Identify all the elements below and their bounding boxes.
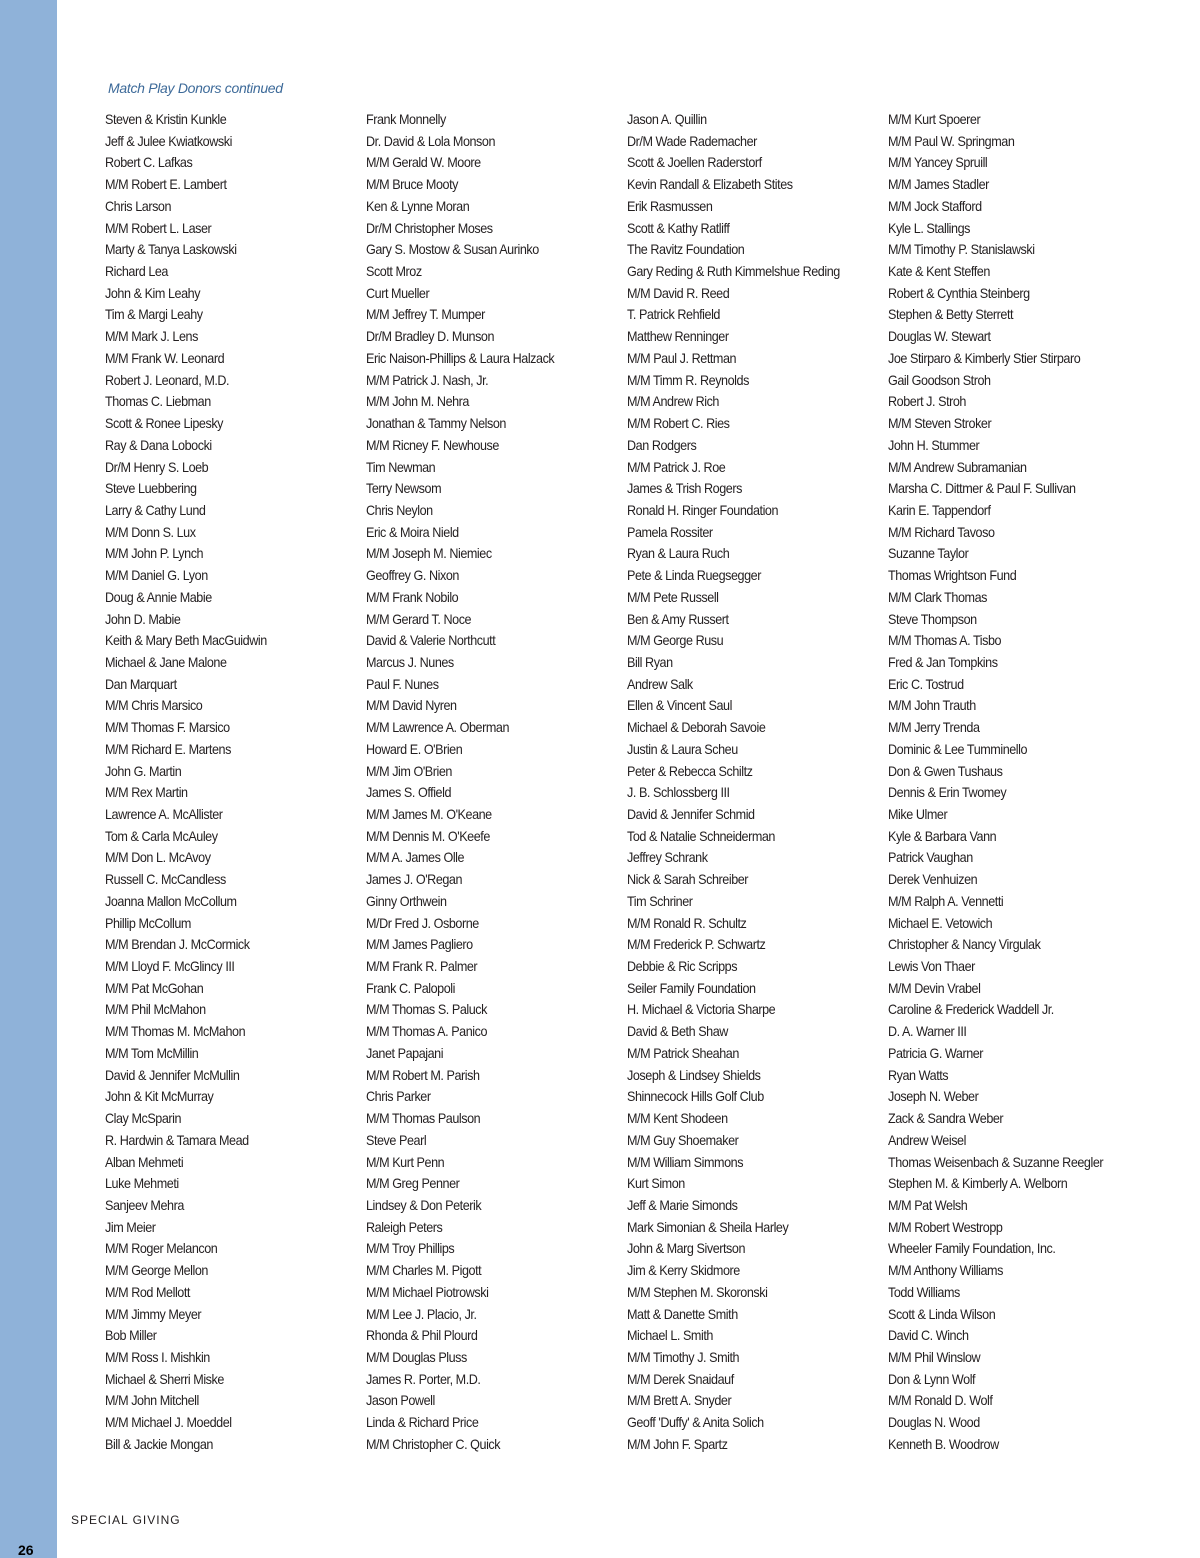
donor-name: Robert J. Leonard, M.D. [105,371,230,388]
donor-name: Zack & Sandra Weber [888,1110,1004,1127]
donor-name: Dennis & Erin Twomey [888,784,1007,801]
donor-name: Douglas W. Stewart [888,328,991,345]
donor-name: M/M Richard Tavoso [888,523,995,540]
donor-name: M/M Thomas M. McMahon [105,1023,246,1040]
donor-name: M/M Derek Snaidauf [627,1370,734,1387]
donor-name: Mark Simonian & Sheila Harley [627,1218,789,1235]
donor-name: Bob Miller [105,1327,157,1344]
donor-name: M/M Ronald R. Schultz [627,914,747,931]
donor-name: Stephen M. & Kimberly A. Welborn [888,1175,1068,1192]
donor-name: Kate & Kent Steffen [888,263,990,280]
donor-name: Janet Papajani [366,1044,444,1061]
donor-name: M/M Thomas A. Tisbo [888,632,1002,649]
donor-name: M/M Michael Piotrowski [366,1283,489,1300]
donor-name: M/M Clark Thomas [888,588,987,605]
donor-name: Don & Lynn Wolf [888,1370,976,1387]
donor-name: Russell C. McCandless [105,871,226,888]
donor-name: M/M Rex Martin [105,784,188,801]
donor-name: M/M Pat McGohan [105,979,204,996]
donor-name: M/M Timothy P. Stanislawski [888,241,1035,258]
donor-name: Paul F. Nunes [366,675,439,692]
donor-name: Scott & Kathy Ratliff [627,219,730,236]
donor-name: Jeffrey Schrank [627,849,708,866]
donor-name: Michael & Sherri Miske [105,1370,224,1387]
donor-name: Curt Mueller [366,284,430,301]
donor-name: Rhonda & Phil Plourd [366,1327,478,1344]
donor-name: M/M Jerry Trenda [888,719,980,736]
donor-name: James S. Offield [366,784,452,801]
donor-name: M/M James Stadler [888,176,989,193]
donor-name: Jason A. Quillin [627,111,707,127]
donor-name: Chris Neylon [366,501,433,518]
side-bar [0,0,57,1558]
donor-name: M/M Ricney F. Newhouse [366,436,499,453]
donor-name: Peter & Rebecca Schiltz [627,762,753,779]
donor-name: The Ravitz Foundation [627,241,745,258]
donor-name: Dr/M Christopher Moses [366,219,493,236]
donor-name: M/M Ross I. Mishkin [105,1348,210,1365]
donor-name: M/M Thomas A. Panico [366,1023,488,1040]
donor-name: Dan Marquart [105,675,177,692]
donor-name: M/M Charles M. Pigott [366,1262,482,1279]
donor-name: Jason Powell [366,1392,435,1409]
donor-name: Marcus J. Nunes [366,653,454,670]
donor-name: Joseph N. Weber [888,1088,979,1105]
donor-name: Eric C. Tostrud [888,675,964,692]
donor-name: Suzanne Taylor [888,545,969,562]
donor-name: M/M Douglas Pluss [366,1348,467,1365]
donor-name: Richard Lea [105,263,168,280]
donor-name: Dan Rodgers [627,436,697,453]
donor-name: M/M Donn S. Lux [105,523,196,540]
donor-name: M/M John M. Nehra [366,393,469,410]
donor-name: M/M Anthony Williams [888,1262,1003,1279]
donor-name: Joanna Mallon McCollum [105,892,237,909]
donor-column-2 [366,109,624,1456]
donor-name: M/M Pete Russell [627,588,719,605]
donor-name: Jeff & Marie Simonds [627,1196,738,1213]
donor-name: M/M Lloyd F. McGlincy III [105,958,235,975]
donor-name: Steve Thompson [888,610,977,627]
donor-name: M/M Frank W. Leonard [105,349,225,366]
donor-name: M/M Thomas F. Marsico [105,719,230,736]
donor-name: Ken & Lynne Moran [366,197,470,214]
donor-name: Bill & Jackie Mongan [105,1435,213,1452]
donor-name: Dr. David & Lola Monson [366,132,496,149]
donor-name: M/M Stephen M. Skoronski [627,1283,768,1300]
donor-name: M/M Gerard T. Noce [366,610,472,627]
donor-name: Larry & Cathy Lund [105,501,206,518]
donor-name: M/M Jock Stafford [888,197,982,214]
donor-column-1 [105,109,363,1456]
donor-name: Kyle L. Stallings [888,219,970,236]
donor-name: Terry Newsom [366,480,442,497]
donor-name: J. B. Schlossberg III [627,784,730,801]
donor-name: M/M Timm R. Reynolds [627,371,749,388]
donor-name: Lawrence A. McAllister [105,806,223,822]
donor-name: Scott & Ronee Lipesky [105,415,224,432]
donor-name: M/M John P. Lynch [105,545,204,562]
donor-name: Tim Newman [366,458,436,475]
donor-name: Kevin Randall & Elizabeth Stites [627,176,793,193]
donor-name: T. Patrick Rehfield [627,306,720,323]
donor-name: Stephen & Betty Sterrett [888,306,1014,323]
donor-column-4 [888,109,1146,1456]
donor-name: Chris Parker [366,1088,431,1105]
section-heading: Match Play Donors continued [108,80,283,96]
donor-name: Pete & Linda Ruegsegger [627,567,761,584]
donor-name: M/M Andrew Subramanian [888,458,1027,475]
donor-name: M/M Patrick J. Roe [627,458,726,475]
donor-name: Scott Mroz [366,263,422,280]
donor-name: M/M James Pagliero [366,936,473,953]
donor-name: Ryan Watts [888,1066,949,1083]
donor-name: Kyle & Barbara Vann [888,827,997,844]
donor-name: M/M Paul W. Springman [888,132,1015,149]
donor-name: Derek Venhuizen [888,871,978,888]
donor-name: M/M Kurt Spoerer [888,111,981,127]
donor-name: M/M John Mitchell [105,1392,199,1409]
donor-name: Tim & Margi Leahy [105,306,203,323]
donor-name: Ginny Orthwein [366,892,447,909]
donor-name: M/M David R. Reed [627,284,730,301]
donor-name: Seiler Family Foundation [627,979,756,996]
donor-name: M/M William Simmons [627,1153,744,1170]
donor-name: M/M Yancey Spruill [888,154,988,171]
donor-name: Tom & Carla McAuley [105,827,218,844]
donor-name: Marsha C. Dittmer & Paul F. Sullivan [888,480,1076,497]
donor-name: Scott & Linda Wilson [888,1305,996,1322]
donor-name: Joseph & Lindsey Shields [627,1066,761,1083]
donor-name: Gary Reding & Ruth Kimmelshue Reding [627,263,840,280]
donor-name: David & Beth Shaw [627,1023,728,1040]
donor-name: Keith & Mary Beth MacGuidwin [105,632,267,649]
donor-name: M/Dr Fred J. Osborne [366,914,479,931]
donor-name: M/M Richard E. Martens [105,740,231,757]
donor-name: Marty & Tanya Laskowski [105,241,237,258]
donor-name: Ryan & Laura Ruch [627,545,730,562]
donor-name: M/M Rod Mellott [105,1283,190,1300]
donor-name: M/M Gerald W. Moore [366,154,481,171]
donor-name: Shinnecock Hills Golf Club [627,1088,764,1105]
donor-name: John & Kim Leahy [105,284,201,301]
donor-name: Phillip McCollum [105,914,191,931]
donor-name: M/M George Mellon [105,1262,208,1279]
donor-name: Michael & Deborah Savoie [627,719,766,736]
donor-name: M/M Thomas S. Paluck [366,1001,488,1018]
donor-name: M/M Robert E. Lambert [105,176,227,193]
donor-name: M/M Greg Penner [366,1175,460,1192]
donor-name: M/M Devin Vrabel [888,979,981,996]
donor-name: John & Marg Sivertson [627,1240,746,1257]
donor-name: M/M A. James Olle [366,849,465,866]
donor-name: Todd Williams [888,1283,960,1300]
donor-name: M/M Joseph M. Niemiec [366,545,492,562]
donor-name: Frank Monnelly [366,111,446,127]
donor-name: Sanjeev Mehra [105,1196,184,1213]
donor-name: Clay McSparin [105,1110,182,1127]
donor-name: John D. Mabie [105,610,181,627]
donor-name: M/M Brendan J. McCormick [105,936,250,953]
donor-name: David & Jennifer McMullin [105,1066,240,1083]
donor-name: Jim Meier [105,1218,156,1235]
donor-name: Eric Naison-Phillips & Laura Halzack [366,349,555,366]
donor-name: Wheeler Family Foundation, Inc. [888,1240,1056,1257]
donor-name: Robert & Cynthia Steinberg [888,284,1030,301]
donor-name: Ellen & Vincent Saul [627,697,732,714]
donor-name: Andrew Weisel [888,1131,966,1148]
donor-name: Lewis Von Thaer [888,958,975,975]
donor-name: Dr/M Wade Rademacher [627,132,757,149]
donor-name: Michael E. Vetowich [888,914,993,931]
donor-name: Frank C. Palopoli [366,979,456,996]
donor-name: Chris Larson [105,197,172,214]
donor-name: Tod & Natalie Schneiderman [627,827,775,844]
donor-name: R. Hardwin & Tamara Mead [105,1131,249,1148]
donor-name: M/M Lee J. Placio, Jr. [366,1305,477,1322]
donor-name: M/M Mark J. Lens [105,328,198,345]
donor-name: Raleigh Peters [366,1218,443,1235]
donor-name: Geoff 'Duffy' & Anita Solich [627,1414,764,1431]
donor-name: Don & Gwen Tushaus [888,762,1003,779]
donor-name: Pamela Rossiter [627,523,713,540]
donor-name: Howard E. O'Brien [366,740,463,757]
donor-name: Gail Goodson Stroh [888,371,991,388]
donor-name: Caroline & Frederick Waddell Jr. [888,1001,1054,1018]
donor-name: M/M Patrick Sheahan [627,1044,739,1061]
donor-name: Erik Rasmussen [627,197,713,214]
donor-name: David & Valerie Northcutt [366,632,496,649]
donor-name: M/M Frederick P. Schwartz [627,936,766,953]
donor-name: M/M Tom McMillin [105,1044,199,1061]
donor-name: James & Trish Rogers [627,480,742,497]
donor-name: Ronald H. Ringer Foundation [627,501,779,518]
donor-name: M/M John Trauth [888,697,976,714]
donor-column-3 [627,109,885,1456]
donor-name: M/M Timothy J. Smith [627,1348,740,1365]
donor-name: M/M Kurt Penn [366,1153,445,1170]
donor-name: John & Kit McMurray [105,1088,214,1105]
donor-name: Gary S. Mostow & Susan Aurinko [366,241,539,258]
donor-name: M/M Robert C. Ries [627,415,730,432]
donor-name: M/M Frank R. Palmer [366,958,478,975]
donor-name: M/M Robert M. Parish [366,1066,480,1083]
donor-name: M/M Dennis M. O'Keefe [366,827,490,844]
donor-name: Thomas Wrightson Fund [888,567,1017,584]
donor-name: John H. Stummer [888,436,980,453]
donor-name: M/M Paul J. Rettman [627,349,737,366]
donor-name: M/M Ralph A. Vennetti [888,892,1004,909]
donor-name: M/M Phil McMahon [105,1001,206,1018]
donor-name: M/M James M. O'Keane [366,806,492,822]
donor-name: Justin & Laura Scheu [627,740,738,757]
donor-name: M/M Andrew Rich [627,393,719,410]
donor-name: Steve Luebbering [105,480,197,497]
donor-name: Patricia G. Warner [888,1044,984,1061]
donor-name: M/M Chris Marsico [105,697,203,714]
donor-name: Steven & Kristin Kunkle [105,111,227,127]
donor-name: Ray & Dana Lobocki [105,436,212,453]
donor-name: M/M Kent Shodeen [627,1110,728,1127]
donor-name: Michael L. Smith [627,1327,713,1344]
donor-name: Eric & Moira Nield [366,523,459,540]
donor-name: Matt & Danette Smith [627,1305,738,1322]
page-number: 26 [18,1542,34,1558]
donor-name: Kenneth B. Woodrow [888,1435,999,1452]
donor-name: Dominic & Lee Tumminello [888,740,1028,757]
donor-name: Scott & Joellen Raderstorf [627,154,762,171]
donor-name: M/M John F. Spartz [627,1435,728,1452]
donor-name: Tim Schriner [627,892,693,909]
donor-name: Mike Ulmer [888,806,948,822]
donor-name: M/M Brett A. Snyder [627,1392,732,1409]
donor-name: M/M Guy Shoemaker [627,1131,739,1148]
donor-name: Karin E. Tappendorf [888,501,991,518]
donor-name: Jeff & Julee Kwiatkowski [105,132,232,149]
donor-name: Joe Stirparo & Kimberly Stier Stirparo [888,349,1081,366]
donor-name: James R. Porter, M.D. [366,1370,481,1387]
donor-name: M/M Troy Phillips [366,1240,455,1257]
donor-name: Robert C. Lafkas [105,154,193,171]
donor-name: Michael & Jane Malone [105,653,227,670]
donor-name: M/M Daniel G. Lyon [105,567,208,584]
donor-name: M/M Roger Melancon [105,1240,218,1257]
donor-name: M/M Lawrence A. Oberman [366,719,510,736]
donor-name: David C. Winch [888,1327,969,1344]
donor-name: Luke Mehmeti [105,1175,179,1192]
donor-name: M/M Robert L. Laser [105,219,212,236]
donor-name: M/M Jeffrey T. Mumper [366,306,485,323]
donor-name: Kurt Simon [627,1175,685,1192]
footer-section-label: SPECIAL GIVING [71,1513,181,1527]
donor-name: Robert J. Stroh [888,393,966,410]
donor-name: Douglas N. Wood [888,1414,980,1431]
donor-name: M/M Jim O'Brien [366,762,452,779]
donor-name: Bill Ryan [627,653,673,670]
donor-name: M/M Patrick J. Nash, Jr. [366,371,489,388]
donor-name: M/M Pat Welsh [888,1196,968,1213]
donor-name: Debbie & Ric Scripps [627,958,738,975]
donor-name: Steve Pearl [366,1131,427,1148]
donor-name: Geoffrey G. Nixon [366,567,459,584]
donor-name: M/M George Rusu [627,632,724,649]
donor-name: H. Michael & Victoria Sharpe [627,1001,776,1018]
donor-name: M/M Bruce Mooty [366,176,458,193]
donor-name: Thomas C. Liebman [105,393,211,410]
donor-name: Linda & Richard Price [366,1414,479,1431]
donor-name: Andrew Salk [627,675,693,692]
donor-name: M/M Ronald D. Wolf [888,1392,993,1409]
donor-name: M/M Christopher C. Quick [366,1435,501,1452]
donor-name: Christopher & Nancy Virgulak [888,936,1041,953]
donor-name: D. A. Warner III [888,1023,967,1040]
donor-name: M/M Jimmy Meyer [105,1305,202,1322]
donor-name: James J. O'Regan [366,871,463,888]
donor-name: Doug & Annie Mabie [105,588,212,605]
donor-name: M/M Frank Nobilo [366,588,459,605]
donor-name: Jonathan & Tammy Nelson [366,415,507,432]
donor-name: M/M Thomas Paulson [366,1110,481,1127]
donor-name: Dr/M Henry S. Loeb [105,458,209,475]
donor-name: David & Jennifer Schmid [627,806,755,822]
donor-name: John G. Martin [105,762,182,779]
donor-name: Lindsey & Don Peterik [366,1196,482,1213]
donor-name: Matthew Renninger [627,328,729,345]
donor-name: M/M Phil Winslow [888,1348,981,1365]
donor-name: Dr/M Bradley D. Munson [366,328,495,345]
donor-name: M/M Steven Stroker [888,415,992,432]
donor-name: Thomas Weisenbach & Suzanne Reegler [888,1153,1104,1170]
donor-name: M/M Don L. McAvoy [105,849,211,866]
donor-name: Jim & Kerry Skidmore [627,1262,740,1279]
donor-name: Ben & Amy Russert [627,610,729,627]
donor-name: Fred & Jan Tompkins [888,653,998,670]
donor-name: Alban Mehmeti [105,1153,184,1170]
donor-name: Patrick Vaughan [888,849,973,866]
donor-name: M/M Robert Westropp [888,1218,1003,1235]
donor-name: Nick & Sarah Schreiber [627,871,749,888]
donor-name: M/M David Nyren [366,697,457,714]
donor-name: M/M Michael J. Moeddel [105,1414,232,1431]
